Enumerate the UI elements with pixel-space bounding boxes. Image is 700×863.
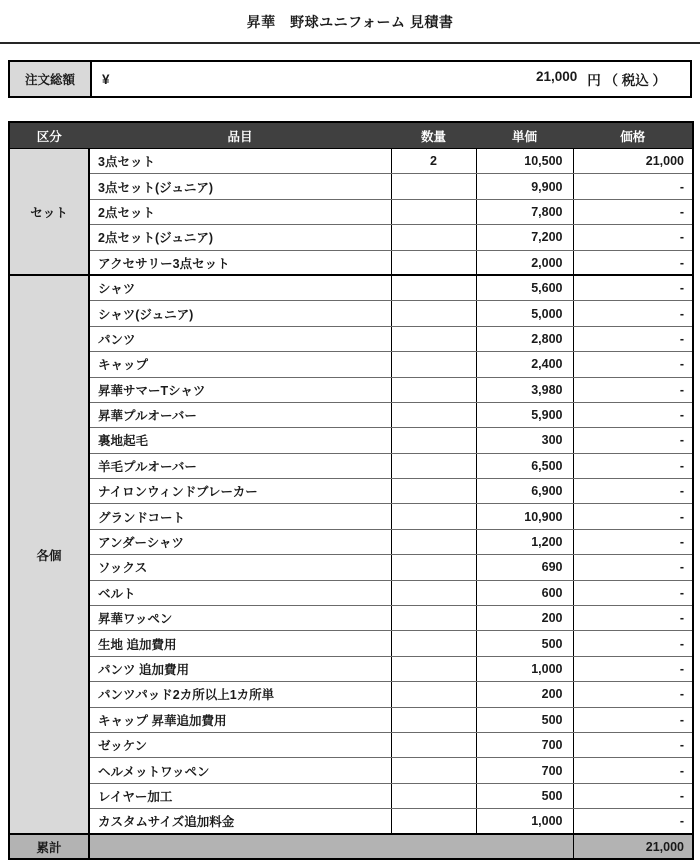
qty-cell	[391, 783, 476, 808]
table-row	[9, 199, 693, 224]
unit-price-cell: 200	[476, 606, 573, 631]
qty-cell	[391, 656, 476, 681]
cumulative-total-label: 累計	[9, 834, 89, 859]
unit-price-cell: 500	[476, 783, 573, 808]
unit-price-cell: 9,900	[476, 174, 573, 199]
unit-price-cell: 10,500	[476, 149, 573, 174]
qty-cell	[391, 377, 476, 402]
table-row	[9, 707, 693, 732]
item-cell: キャップ 昇華追加費用	[89, 707, 391, 732]
order-total-label: 注文総額	[10, 62, 92, 96]
header-quantity: 数量	[391, 122, 476, 149]
price-cell: -	[573, 631, 693, 656]
item-cell: パンツ 追加費用	[89, 656, 391, 681]
table-row	[9, 301, 693, 326]
item-cell: シャツ	[89, 275, 391, 300]
header-price: 価格	[573, 122, 693, 149]
item-cell: パンツパッド2カ所以上1カ所単	[89, 682, 391, 707]
table-row	[9, 809, 693, 834]
table-row	[9, 783, 693, 808]
table-row	[9, 149, 693, 174]
item-cell: 羊毛プルオーバー	[89, 453, 391, 478]
table-footer-row	[9, 834, 693, 859]
unit-price-cell: 6,900	[476, 479, 573, 504]
unit-price-cell: 700	[476, 758, 573, 783]
price-cell: -	[573, 682, 693, 707]
table-row	[9, 631, 693, 656]
qty-cell	[391, 555, 476, 580]
qty-cell	[391, 682, 476, 707]
unit-price-cell: 3,980	[476, 377, 573, 402]
qty-cell	[391, 428, 476, 453]
unit-price-cell: 300	[476, 428, 573, 453]
footer-merged-cell	[89, 834, 573, 859]
item-cell: 生地 追加費用	[89, 631, 391, 656]
unit-price-cell: 600	[476, 580, 573, 605]
price-cell: -	[573, 326, 693, 351]
price-cell: -	[573, 809, 693, 834]
price-cell: -	[573, 783, 693, 808]
unit-price-cell: 1,000	[476, 809, 573, 834]
table-row	[9, 402, 693, 427]
order-total-box	[8, 60, 692, 98]
header-item: 品目	[89, 122, 391, 149]
table-header-row	[9, 122, 693, 149]
item-cell: ヘルメットワッペン	[89, 758, 391, 783]
price-cell: -	[573, 199, 693, 224]
qty-cell	[391, 352, 476, 377]
qty-cell	[391, 606, 476, 631]
table-row	[9, 682, 693, 707]
header-category: 区分	[9, 122, 89, 149]
header-unit-price: 単価	[476, 122, 573, 149]
item-cell: 3点セット(ジュニア)	[89, 174, 391, 199]
price-cell: -	[573, 352, 693, 377]
unit-price-cell: 7,800	[476, 199, 573, 224]
table-row	[9, 326, 693, 351]
item-cell: アンダーシャツ	[89, 529, 391, 554]
item-cell: 2点セット	[89, 199, 391, 224]
price-cell: -	[573, 377, 693, 402]
price-cell: -	[573, 529, 693, 554]
price-cell: -	[573, 504, 693, 529]
qty-cell	[391, 225, 476, 250]
table-row	[9, 732, 693, 757]
unit-price-cell: 10,900	[476, 504, 573, 529]
item-cell: カスタムサイズ追加料金	[89, 809, 391, 834]
currency-symbol: ¥	[102, 71, 110, 87]
item-cell: レイヤー加工	[89, 783, 391, 808]
item-cell: ゼッケン	[89, 732, 391, 757]
qty-cell	[391, 174, 476, 199]
item-cell: キャップ	[89, 352, 391, 377]
item-cell: ソックス	[89, 555, 391, 580]
qty-cell	[391, 809, 476, 834]
item-cell: ナイロンウィンドブレーカー	[89, 479, 391, 504]
table-row	[9, 504, 693, 529]
unit-price-cell: 690	[476, 555, 573, 580]
price-cell: -	[573, 555, 693, 580]
unit-price-cell: 1,000	[476, 656, 573, 681]
item-cell: 昇華サマーTシャツ	[89, 377, 391, 402]
price-cell: -	[573, 606, 693, 631]
price-cell: -	[573, 479, 693, 504]
table-row	[9, 352, 693, 377]
qty-cell	[391, 479, 476, 504]
item-cell: 裏地起毛	[89, 428, 391, 453]
table-row	[9, 529, 693, 554]
table-row	[9, 275, 693, 300]
qty-cell	[391, 504, 476, 529]
qty-cell	[391, 275, 476, 300]
unit-price-cell: 2,000	[476, 250, 573, 275]
price-cell: -	[573, 402, 693, 427]
unit-price-cell: 500	[476, 631, 573, 656]
table-row	[9, 428, 693, 453]
unit-price-cell: 700	[476, 732, 573, 757]
order-total-unit: 円 （ 税込 ）	[587, 73, 666, 88]
quote-table	[8, 121, 694, 860]
price-cell: -	[573, 656, 693, 681]
price-cell: -	[573, 275, 693, 300]
table-row	[9, 580, 693, 605]
table-row	[9, 250, 693, 275]
qty-cell	[391, 301, 476, 326]
qty-cell	[391, 250, 476, 275]
price-cell: -	[573, 453, 693, 478]
unit-price-cell: 5,900	[476, 402, 573, 427]
cumulative-total-value: 21,000	[573, 834, 693, 859]
price-cell: -	[573, 758, 693, 783]
table-row	[9, 758, 693, 783]
price-cell: -	[573, 707, 693, 732]
qty-cell	[391, 631, 476, 656]
qty-cell	[391, 326, 476, 351]
unit-price-cell: 2,800	[476, 326, 573, 351]
qty-cell	[391, 453, 476, 478]
group-label: セット	[9, 149, 89, 276]
unit-price-cell: 5,000	[476, 301, 573, 326]
title-divider	[0, 42, 700, 44]
table-row	[9, 225, 693, 250]
qty-cell	[391, 199, 476, 224]
table-row	[9, 453, 693, 478]
group-label: 各個	[9, 275, 89, 834]
table-row	[9, 377, 693, 402]
item-cell: アクセサリー3点セット	[89, 250, 391, 275]
item-cell: 昇華ワッペン	[89, 606, 391, 631]
item-cell: 3点セット	[89, 149, 391, 174]
table-row	[9, 479, 693, 504]
table-row	[9, 174, 693, 199]
qty-cell	[391, 732, 476, 757]
unit-price-cell: 500	[476, 707, 573, 732]
unit-price-cell: 2,400	[476, 352, 573, 377]
unit-price-cell: 1,200	[476, 529, 573, 554]
qty-cell	[391, 758, 476, 783]
table-row	[9, 656, 693, 681]
unit-price-cell: 6,500	[476, 453, 573, 478]
price-cell: -	[573, 225, 693, 250]
price-cell: -	[573, 250, 693, 275]
qty-cell	[391, 580, 476, 605]
price-cell: -	[573, 732, 693, 757]
order-total-amount	[536, 69, 666, 89]
qty-cell	[391, 529, 476, 554]
item-cell: ベルト	[89, 580, 391, 605]
qty-cell	[391, 707, 476, 732]
unit-price-cell: 200	[476, 682, 573, 707]
order-total-number: 21,000	[535, 69, 578, 84]
price-cell: -	[573, 580, 693, 605]
table-row	[9, 555, 693, 580]
page-title: 昇華 野球ユニフォーム 見積書	[246, 14, 454, 30]
item-cell: 昇華プルオーバー	[89, 402, 391, 427]
unit-price-cell: 7,200	[476, 225, 573, 250]
table-row	[9, 606, 693, 631]
qty-cell	[391, 402, 476, 427]
item-cell: パンツ	[89, 326, 391, 351]
price-cell: 21,000	[573, 149, 693, 174]
unit-price-cell: 5,600	[476, 275, 573, 300]
item-cell: シャツ(ジュニア)	[89, 301, 391, 326]
item-cell: グランドコート	[89, 504, 391, 529]
price-cell: -	[573, 428, 693, 453]
qty-cell: 2	[391, 149, 476, 174]
item-cell: 2点セット(ジュニア)	[89, 225, 391, 250]
price-cell: -	[573, 174, 693, 199]
order-total-value	[92, 62, 690, 96]
price-cell: -	[573, 301, 693, 326]
